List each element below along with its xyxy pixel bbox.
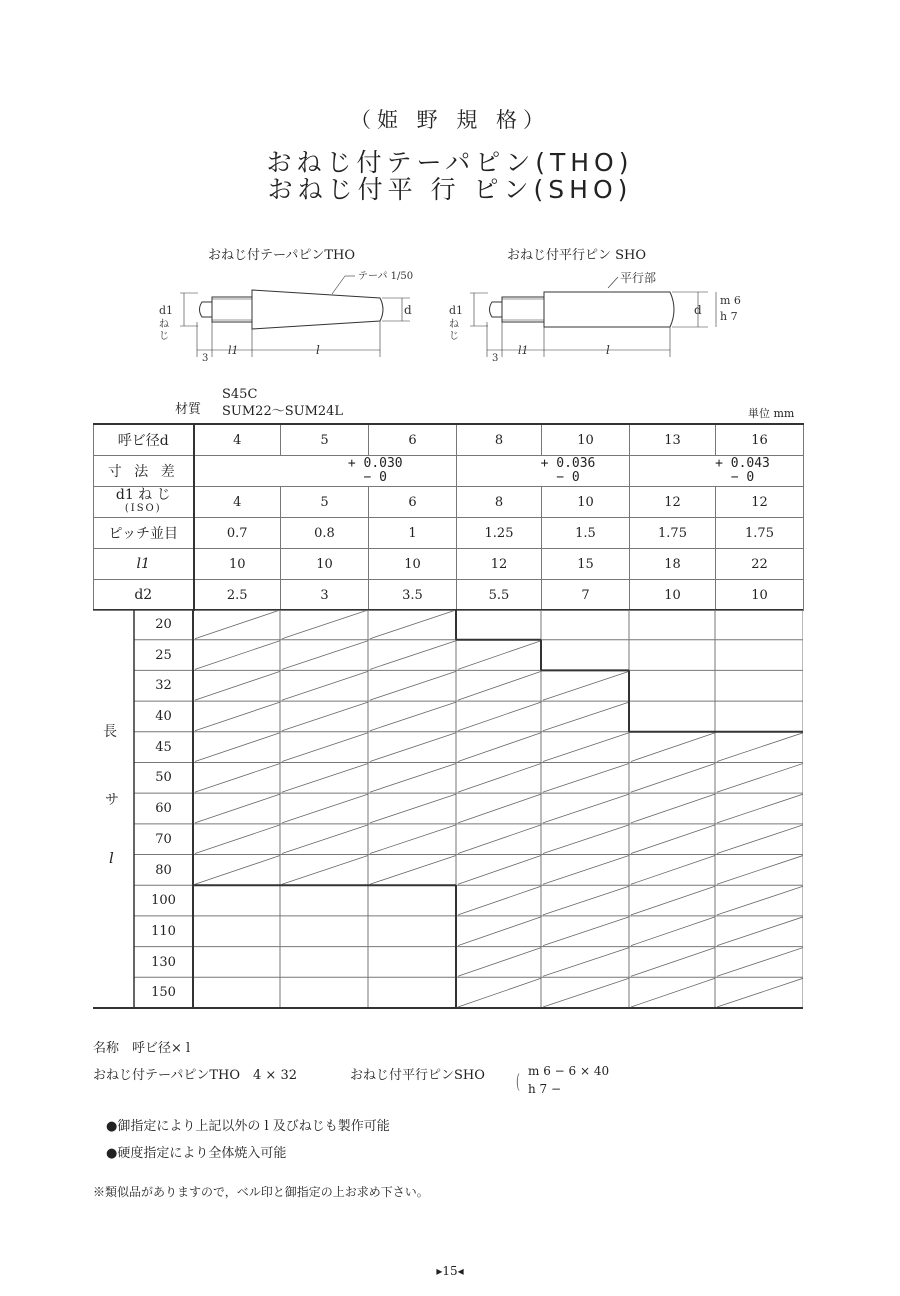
- cell: 8: [457, 487, 542, 518]
- label-nominal: 呼ビ径d: [94, 424, 194, 456]
- cell: 1: [369, 518, 457, 549]
- row-pitch: [94, 518, 804, 549]
- brace: (: [515, 1069, 520, 1093]
- naming-label: 名称 呼ビ径× l: [93, 1041, 191, 1056]
- sho-neji-label: ね: [449, 319, 459, 330]
- title-sho: おねじ付平 行 ピン(SHO): [267, 175, 633, 204]
- cell: 12: [457, 549, 542, 580]
- cell: 15: [542, 549, 630, 580]
- cell: 4: [194, 487, 281, 518]
- length-value: 110: [151, 923, 176, 939]
- svg-text:じ: じ: [159, 331, 169, 342]
- tho-diagram-caption: おねじ付テーパピンTHO: [208, 248, 356, 263]
- length-value: 32: [155, 678, 172, 694]
- cell: 2.5: [194, 580, 281, 611]
- row-thread-d1: [94, 487, 804, 518]
- sho-l-label: l: [606, 343, 610, 357]
- cell: 10: [194, 549, 281, 580]
- cell: 1.5: [542, 518, 630, 549]
- row-l1: [94, 549, 804, 580]
- note-1: ●御指定により上記以外の l 及びねじも製作可能: [106, 1119, 390, 1134]
- length-value: 40: [155, 709, 172, 725]
- length-value: 70: [155, 831, 172, 847]
- tho-l-label: l: [316, 343, 320, 357]
- cell: 22: [716, 549, 804, 580]
- length-value: 80: [155, 862, 172, 878]
- cell: 10: [369, 549, 457, 580]
- title-tho: おねじ付テーパピン(THO): [266, 148, 634, 177]
- length-value: 150: [151, 985, 176, 1001]
- footnote: ※類似品がありますので，ベル印と御指定の上お求め下さい。: [93, 1185, 429, 1199]
- sho-h7-label: h 7: [720, 310, 738, 323]
- note-2: ●硬度指定により全体焼入可能: [106, 1146, 287, 1161]
- tho-d-label: d: [404, 303, 412, 317]
- label-tolerance: 寸 法 差: [94, 456, 194, 487]
- row-nominal-diameter: [94, 424, 804, 456]
- length-value: 130: [151, 954, 176, 970]
- cell: 18: [630, 549, 716, 580]
- cell: 12: [716, 487, 804, 518]
- length-label-2: サ: [105, 792, 119, 808]
- cell: 1.75: [630, 518, 716, 549]
- cell: 3.5: [369, 580, 457, 611]
- length-value: 60: [155, 801, 172, 817]
- unit-label: 単位 mm: [748, 407, 795, 420]
- material-label: 材質: [175, 402, 202, 417]
- tolerance-group-2: + 0.036 − 0: [457, 456, 630, 487]
- spec-table: [93, 423, 804, 611]
- length-grid: [93, 609, 803, 1009]
- page-number: ▸15◂: [436, 1264, 464, 1278]
- length-value: 25: [155, 647, 172, 663]
- length-value: 50: [155, 770, 172, 786]
- cell: 10: [716, 580, 804, 611]
- tho-taper-label: テーパ 1/50: [358, 271, 414, 282]
- cell: 1.75: [716, 518, 804, 549]
- cell: 6: [369, 487, 457, 518]
- label-l1: l1: [94, 549, 194, 580]
- standard-subtitle: （姫 野 規 格）: [349, 108, 551, 132]
- cell: 5: [281, 487, 369, 518]
- length-availability-hatching: [93, 609, 803, 1009]
- sho-d1-label: d1: [449, 304, 464, 317]
- sho-l1-label: l1: [518, 344, 529, 357]
- tho-neji-label: ね: [159, 319, 169, 330]
- svg-text:じ: じ: [449, 331, 459, 342]
- length-value: 45: [155, 739, 172, 755]
- naming-sho-m6: m 6 − 6 × 40: [528, 1064, 610, 1078]
- cell: 12: [630, 487, 716, 518]
- cell: 10: [281, 549, 369, 580]
- naming-sho-h7: h 7 −: [528, 1082, 562, 1096]
- cell: 8: [457, 424, 542, 456]
- cell: 16: [716, 424, 804, 456]
- sho-parallel-label: 平行部: [620, 271, 657, 285]
- cell: 0.8: [281, 518, 369, 549]
- material-sum: SUM22～SUM24L: [222, 404, 344, 419]
- sho-d-label: d: [694, 303, 702, 317]
- cell: 10: [542, 424, 630, 456]
- tho-l1-label: l1: [228, 344, 239, 357]
- length-label-1: 長: [103, 724, 117, 740]
- cell: 13: [630, 424, 716, 456]
- cell: 5.5: [457, 580, 542, 611]
- material-s45c: S45C: [222, 387, 258, 402]
- cell: 5: [281, 424, 369, 456]
- sho-parallel-pin-diagram: [440, 262, 760, 367]
- naming-example-tho: おねじ付テーパピンTHO 4 × 32: [93, 1068, 297, 1083]
- sho-m6-label: m 6: [720, 294, 741, 307]
- cell: 7: [542, 580, 630, 611]
- naming-example-sho: おねじ付平行ピンSHO: [350, 1068, 485, 1083]
- cell: 6: [369, 424, 457, 456]
- label-pitch: ピッチ並目: [94, 518, 194, 549]
- tolerance-group-3: + 0.043 − 0: [630, 456, 804, 487]
- label-d2: d2: [94, 580, 194, 611]
- tho-d1-label: d1: [159, 304, 174, 317]
- label-thread: d1 ね じ (ISO): [94, 487, 194, 518]
- row-d2: [94, 580, 804, 611]
- cell: 0.7: [194, 518, 281, 549]
- material-values: [222, 386, 343, 420]
- length-label-3: l: [109, 849, 114, 867]
- length-value: 20: [155, 617, 172, 632]
- tho-3-label: 3: [202, 353, 209, 364]
- sho-3-label: 3: [492, 353, 499, 364]
- length-value: 100: [151, 893, 176, 909]
- row-tolerance: [94, 456, 804, 487]
- cell: 10: [630, 580, 716, 611]
- cell: 10: [542, 487, 630, 518]
- sho-diagram-caption: おねじ付平行ピン SHO: [507, 248, 647, 263]
- tho-taper-pin-diagram: [150, 262, 430, 367]
- cell: 3: [281, 580, 369, 611]
- cell: 4: [194, 424, 281, 456]
- cell: 1.25: [457, 518, 542, 549]
- tolerance-group-1: + 0.030 − 0: [194, 456, 457, 487]
